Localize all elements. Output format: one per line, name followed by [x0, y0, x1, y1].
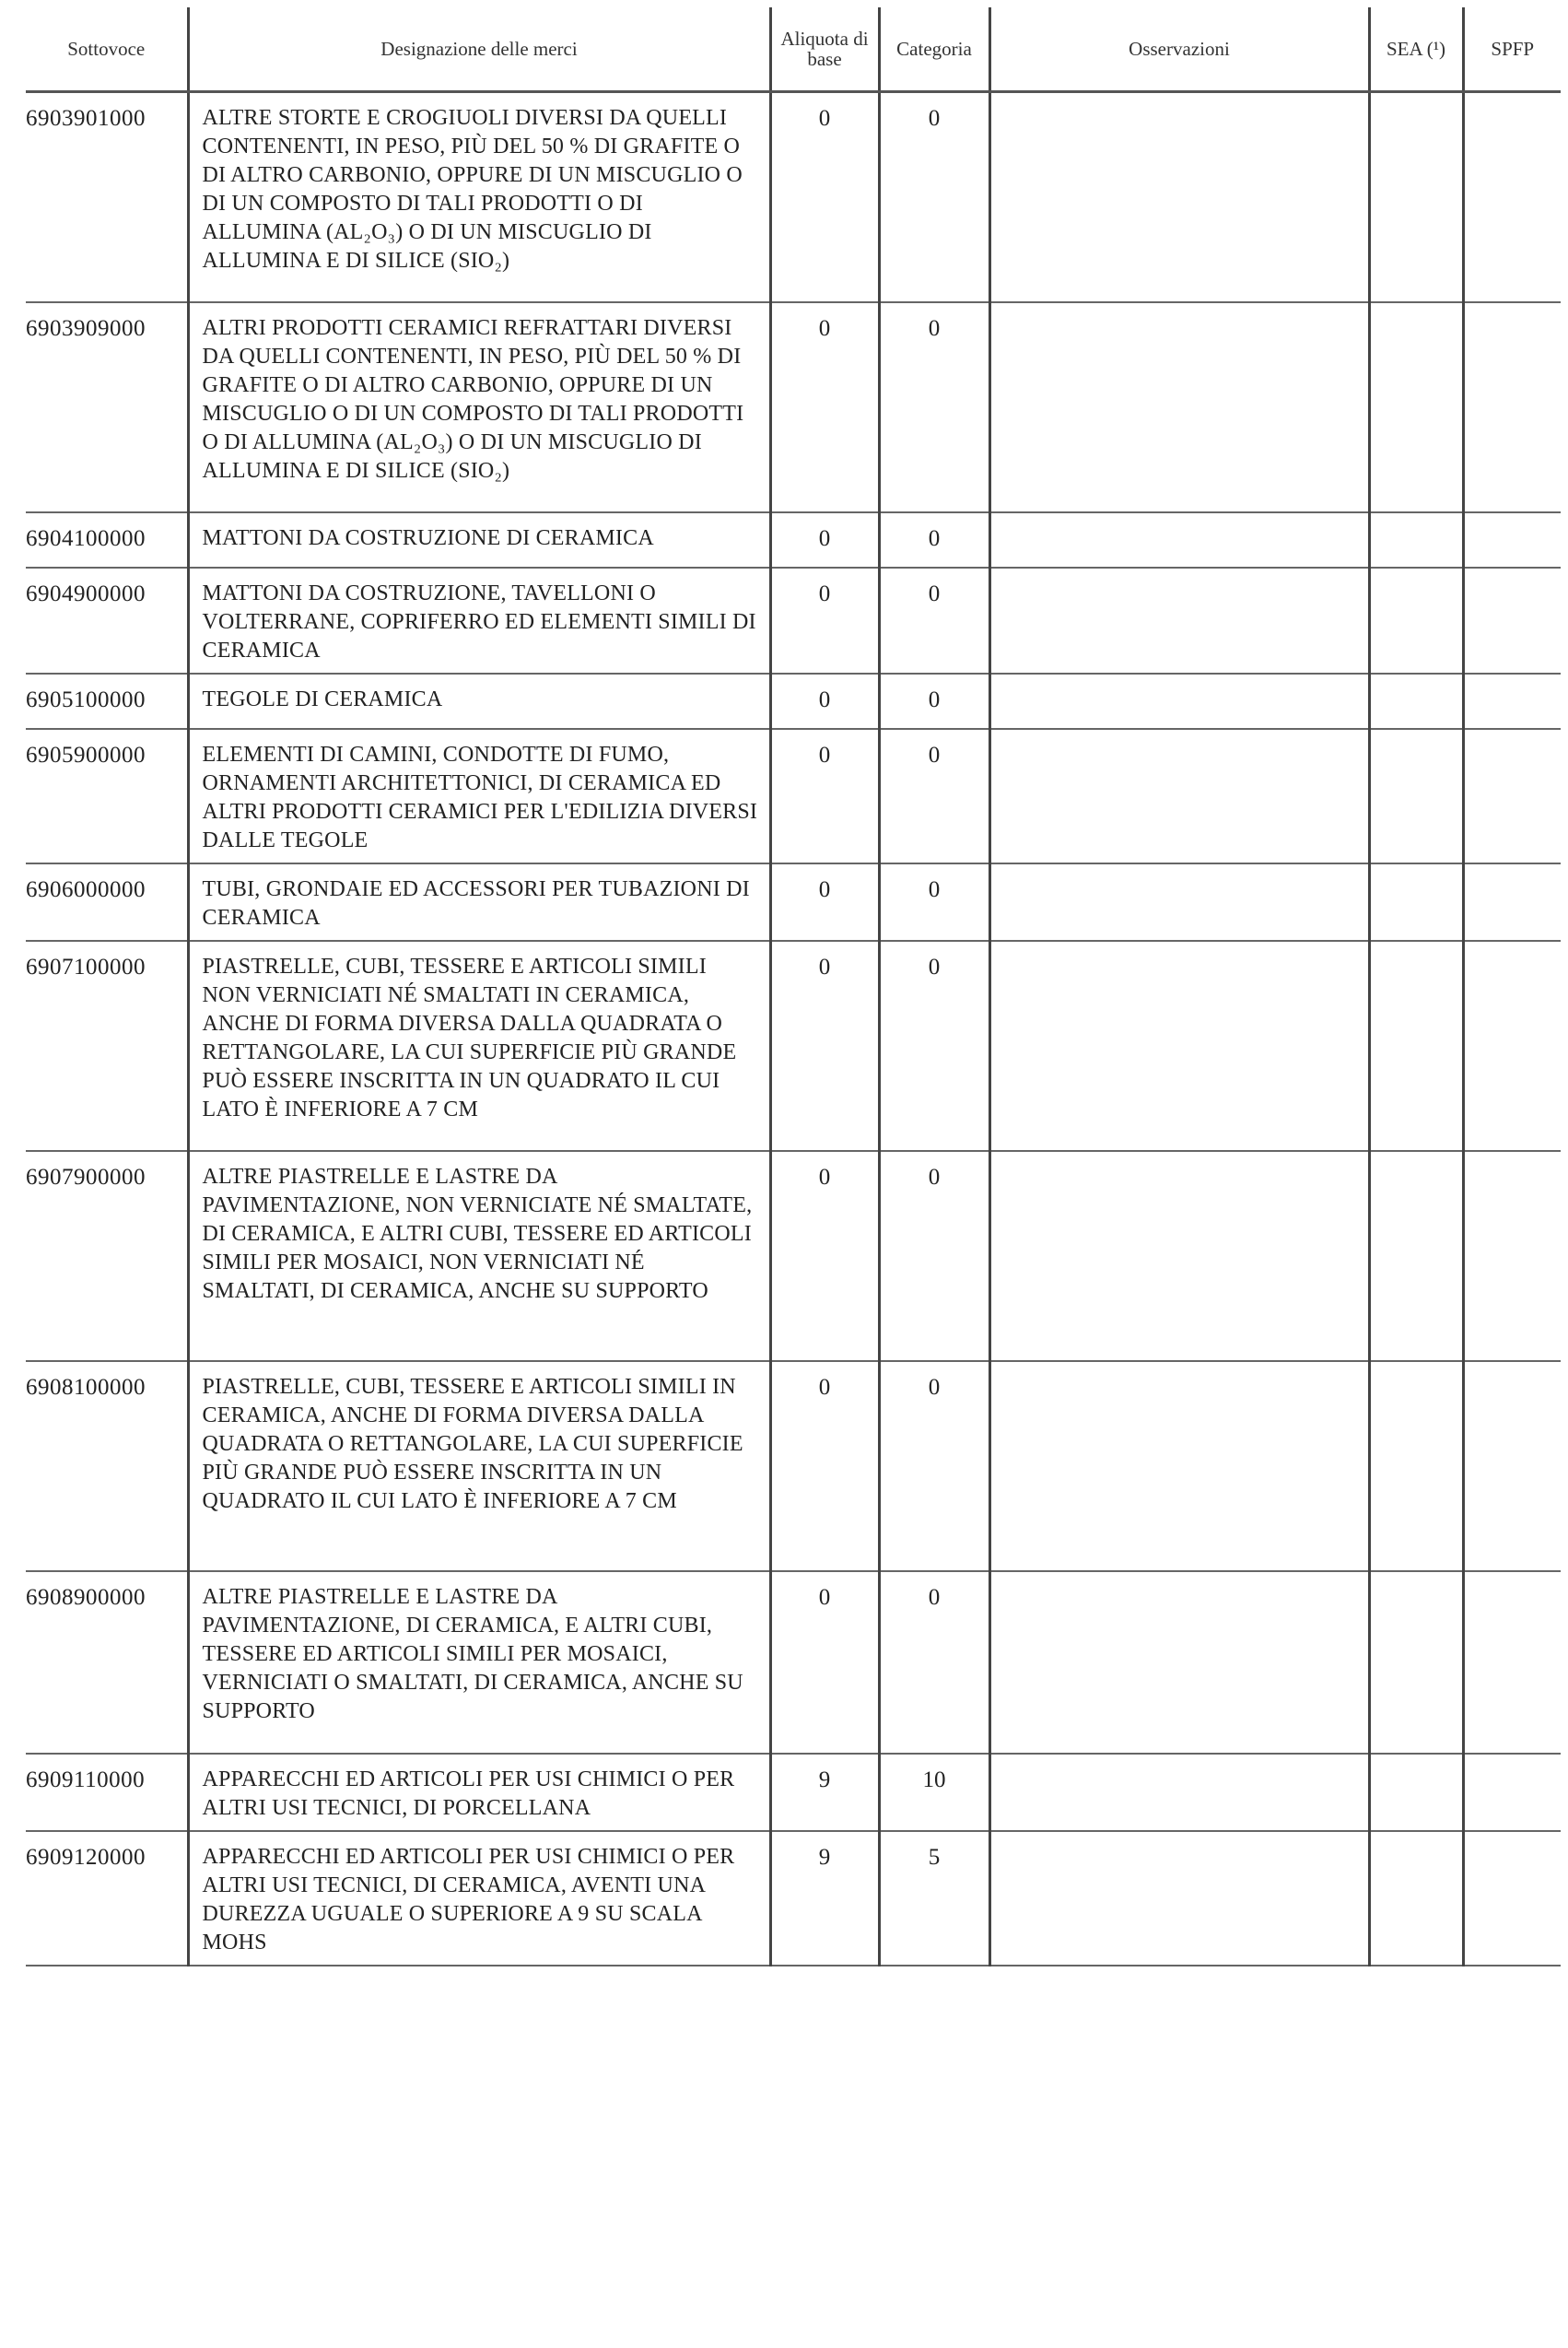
- row-sea: [1369, 674, 1463, 729]
- row-base-rate: 9: [770, 1831, 879, 1966]
- row-category: 0: [879, 568, 989, 674]
- row-description: TEGOLE DI CERAMICA: [188, 674, 770, 729]
- table-row: [26, 92, 1561, 302]
- row-description: MATTONI DA COSTRUZIONE DI CERAMICA: [188, 512, 770, 568]
- table-body: [26, 92, 1561, 1966]
- table-row: [26, 1754, 1561, 1831]
- row-description: MATTONI DA COSTRUZIONE, TAVELLONI O VOLTERRANE, COPRIFERRO ED ELEMENTI SIMILI DI CERAMICA: [188, 568, 770, 674]
- header-sea: SEA (¹): [1369, 7, 1463, 92]
- row-code: 6909110000: [26, 1754, 188, 1831]
- row-description: ALTRE PIASTRELLE E LASTRE DA PAVIMENTAZIONE, DI CERAMICA, E ALTRI CUBI, TESSERE ED ARTICOLI SIMILI PER MOSAICI, VERNICIATI O SMALTATI, DI CERAMICA, ANCHE SU SUPPORTO: [188, 1571, 770, 1754]
- row-notes: [989, 302, 1369, 512]
- row-notes: [989, 674, 1369, 729]
- row-notes: [989, 1754, 1369, 1831]
- row-base-rate: 9: [770, 1754, 879, 1831]
- row-spfp: [1463, 941, 1561, 1151]
- row-code: 6906000000: [26, 863, 188, 941]
- row-spfp: [1463, 674, 1561, 729]
- table-row: [26, 302, 1561, 512]
- row-base-rate: 0: [770, 1361, 879, 1571]
- row-base-rate: 0: [770, 512, 879, 568]
- row-code: 6909120000: [26, 1831, 188, 1966]
- row-sea: [1369, 863, 1463, 941]
- table-row: [26, 512, 1561, 568]
- row-description: APPARECCHI ED ARTICOLI PER USI CHIMICI O PER ALTRI USI TECNICI, DI PORCELLANA: [188, 1754, 770, 1831]
- row-category: 0: [879, 512, 989, 568]
- row-category: 0: [879, 1571, 989, 1754]
- row-base-rate: 0: [770, 302, 879, 512]
- row-category: 0: [879, 92, 989, 302]
- header-base-rate: Aliquota di base: [770, 7, 879, 92]
- row-description: APPARECCHI ED ARTICOLI PER USI CHIMICI O PER ALTRI USI TECNICI, DI CERAMICA, AVENTI UNA DUREZZA UGUALE O SUPERIORE A 9 SU SCALA MOHS: [188, 1831, 770, 1966]
- row-sea: [1369, 1571, 1463, 1754]
- table-header: [26, 7, 1561, 92]
- row-spfp: [1463, 863, 1561, 941]
- row-description: PIASTRELLE, CUBI, TESSERE E ARTICOLI SIMILI IN CERAMICA, ANCHE DI FORMA DIVERSA DALLA QUADRATA O RETTANGOLARE, LA CUI SUPERFICIE PIÙ GRANDE PUÒ ESSERE INSCRITTA IN UN QUADRATO IL CUI LATO È INFERIORE A 7 CM: [188, 1361, 770, 1571]
- row-sea: [1369, 92, 1463, 302]
- header-notes: Osservazioni: [989, 7, 1369, 92]
- table-row: [26, 568, 1561, 674]
- row-spfp: [1463, 1831, 1561, 1966]
- row-spfp: [1463, 1361, 1561, 1571]
- row-spfp: [1463, 512, 1561, 568]
- row-category: 0: [879, 1361, 989, 1571]
- row-base-rate: 0: [770, 568, 879, 674]
- table-row: [26, 674, 1561, 729]
- row-code: 6904100000: [26, 512, 188, 568]
- row-spfp: [1463, 568, 1561, 674]
- row-spfp: [1463, 302, 1561, 512]
- row-sea: [1369, 1151, 1463, 1361]
- row-description: ALTRI PRODOTTI CERAMICI REFRATTARI DIVERSI DA QUELLI CONTENENTI, IN PESO, PIÙ DEL 50 % DI GRAFITE O DI ALTRO CARBONIO, OPPURE DI UN MISCUGLIO O DI UN COMPOSTO DI TALI PRODOTTI O DI ALLUMINA (AL₂O₃) O DI UN MISCUGLIO DI ALLUMINA E DI SILICE (SIO₂): [188, 302, 770, 512]
- row-base-rate: 0: [770, 729, 879, 863]
- row-code: 6903909000: [26, 302, 188, 512]
- tariff-table: [26, 7, 1561, 1966]
- row-code: 6905900000: [26, 729, 188, 863]
- row-spfp: [1463, 92, 1561, 302]
- row-sea: [1369, 941, 1463, 1151]
- row-spfp: [1463, 1571, 1561, 1754]
- row-sea: [1369, 302, 1463, 512]
- row-category: 0: [879, 863, 989, 941]
- row-category: 10: [879, 1754, 989, 1831]
- row-category: 0: [879, 729, 989, 863]
- row-code: 6905100000: [26, 674, 188, 729]
- row-description: ALTRE PIASTRELLE E LASTRE DA PAVIMENTAZIONE, NON VERNICIATE NÉ SMALTATE, DI CERAMICA, E ALTRI CUBI, TESSERE ED ARTICOLI SIMILI PER MOSAICI, NON VERNICIATI NÉ SMALTATI, DI CERAMICA, ANCHE SU SUPPORTO: [188, 1151, 770, 1361]
- row-base-rate: 0: [770, 1571, 879, 1754]
- table-row: [26, 729, 1561, 863]
- row-code: 6907900000: [26, 1151, 188, 1361]
- table-row: [26, 1831, 1561, 1966]
- row-notes: [989, 92, 1369, 302]
- row-base-rate: 0: [770, 1151, 879, 1361]
- table-row: [26, 1151, 1561, 1361]
- row-description: ELEMENTI DI CAMINI, CONDOTTE DI FUMO, ORNAMENTI ARCHITETTONICI, DI CERAMICA ED ALTRI PRODOTTI CERAMICI PER L'EDILIZIA DIVERSI DALLE TEGOLE: [188, 729, 770, 863]
- row-notes: [989, 1571, 1369, 1754]
- table-row: [26, 1571, 1561, 1754]
- row-notes: [989, 1831, 1369, 1966]
- row-spfp: [1463, 1151, 1561, 1361]
- table-row: [26, 863, 1561, 941]
- header-description: Designazione delle merci: [188, 7, 770, 92]
- row-notes: [989, 568, 1369, 674]
- row-notes: [989, 941, 1369, 1151]
- header-spfp: SPFP: [1463, 7, 1561, 92]
- row-base-rate: 0: [770, 92, 879, 302]
- header-category: Categoria: [879, 7, 989, 92]
- row-description: ALTRE STORTE E CROGIUOLI DIVERSI DA QUELLI CONTENENTI, IN PESO, PIÙ DEL 50 % DI GRAFITE O DI ALTRO CARBONIO, OPPURE DI UN MISCUGLIO O DI UN COMPOSTO DI TALI PRODOTTI O DI ALLUMINA (AL₂O₃) O DI UN MISCUGLIO DI ALLUMINA E DI SILICE (SIO₂): [188, 92, 770, 302]
- row-base-rate: 0: [770, 941, 879, 1151]
- row-category: 0: [879, 941, 989, 1151]
- row-notes: [989, 863, 1369, 941]
- row-base-rate: 0: [770, 674, 879, 729]
- row-category: 0: [879, 302, 989, 512]
- row-notes: [989, 512, 1369, 568]
- row-category: 5: [879, 1831, 989, 1966]
- row-sea: [1369, 1361, 1463, 1571]
- row-sea: [1369, 568, 1463, 674]
- row-code: 6904900000: [26, 568, 188, 674]
- table-row: [26, 1361, 1561, 1571]
- row-sea: [1369, 729, 1463, 863]
- row-code: 6908900000: [26, 1571, 188, 1754]
- row-notes: [989, 729, 1369, 863]
- row-spfp: [1463, 729, 1561, 863]
- row-category: 0: [879, 674, 989, 729]
- row-notes: [989, 1361, 1369, 1571]
- table-row: [26, 941, 1561, 1151]
- row-code: 6903901000: [26, 92, 188, 302]
- row-sea: [1369, 1831, 1463, 1966]
- row-description: TUBI, GRONDAIE ED ACCESSORI PER TUBAZIONI DI CERAMICA: [188, 863, 770, 941]
- row-description: PIASTRELLE, CUBI, TESSERE E ARTICOLI SIMILI NON VERNICIATI NÉ SMALTATI IN CERAMICA, ANCHE DI FORMA DIVERSA DALLA QUADRATA O RETTANGOLARE, LA CUI SUPERFICIE PIÙ GRANDE PUÒ ESSERE INSCRITTA IN UN QUADRATO IL CUI LATO È INFERIORE A 7 CM: [188, 941, 770, 1151]
- row-code: 6907100000: [26, 941, 188, 1151]
- row-sea: [1369, 512, 1463, 568]
- header-row: [26, 7, 1561, 92]
- row-code: 6908100000: [26, 1361, 188, 1571]
- row-category: 0: [879, 1151, 989, 1361]
- row-base-rate: 0: [770, 863, 879, 941]
- row-spfp: [1463, 1754, 1561, 1831]
- row-sea: [1369, 1754, 1463, 1831]
- header-subheading: Sottovoce: [26, 7, 188, 92]
- row-notes: [989, 1151, 1369, 1361]
